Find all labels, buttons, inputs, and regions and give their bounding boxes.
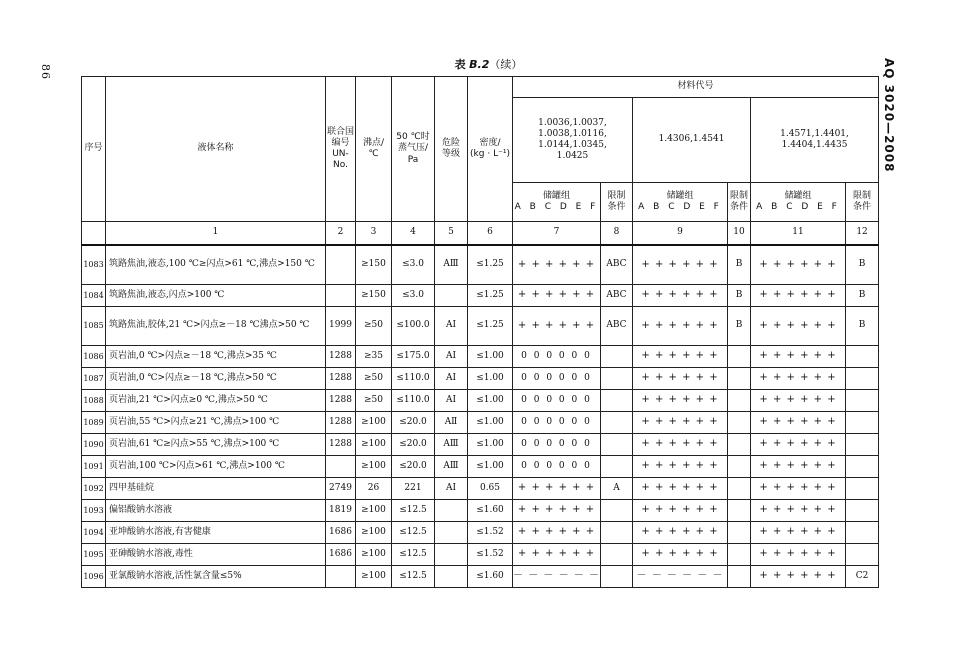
limit-3-cell: B (846, 245, 879, 285)
un-cell: 1288 (326, 434, 356, 456)
un-cell: 1288 (326, 368, 356, 390)
tank-group-1-cell: + + + + + + (513, 307, 601, 346)
hazard-level-cell (435, 500, 468, 522)
tank-group-1-cell: 0 0 0 0 0 0 (513, 434, 601, 456)
boiling-point-cell: ≥100 (356, 412, 392, 434)
name-cell: 偏铝酸钠水溶液 (106, 500, 326, 522)
vapor-pressure-cell: ≤110.0 (392, 368, 435, 390)
tank-group-1-cell: 0 0 0 0 0 0 (513, 368, 601, 390)
limit-2-cell (728, 346, 751, 368)
standard-code: AQ 3020—2008 (882, 58, 896, 173)
table-row (82, 566, 879, 588)
hazard-level-cell (435, 566, 468, 588)
header-seq: 序号 (82, 77, 106, 222)
table-row (82, 456, 879, 478)
seq-cell: 1088 (82, 390, 106, 412)
density-cell: ≤1.00 (468, 346, 513, 368)
tank-group-1-cell: + + + + + + (513, 544, 601, 566)
name-cell: 页岩油,55 ℃>闪点≥21 ℃,沸点>100 ℃ (106, 412, 326, 434)
hazard-level-cell: AⅡ (435, 412, 468, 434)
limit-2-cell (728, 500, 751, 522)
tank-group-3-cell: + + + + + + (751, 522, 846, 544)
tank-group-1-cell: + + + + + + (513, 478, 601, 500)
un-cell: 1686 (326, 522, 356, 544)
caption-number: B.2 (469, 58, 490, 71)
header-material-code: 材料代号 (513, 77, 879, 98)
seq-cell: 1084 (82, 285, 106, 307)
limit-3-cell: B (846, 307, 879, 346)
col-num: 1 (106, 222, 326, 246)
tank-group-3-cell: + + + + + + (751, 390, 846, 412)
col-num (82, 222, 106, 246)
name-cell: 四甲基硅烷 (106, 478, 326, 500)
boiling-point-cell: ≥35 (356, 346, 392, 368)
tank-group-2-cell: + + + + + + (633, 544, 728, 566)
name-cell: 页岩油,21 ℃>闪点≥0 ℃,沸点>50 ℃ (106, 390, 326, 412)
seq-cell: 1095 (82, 544, 106, 566)
data-table (81, 76, 879, 588)
table-row (82, 390, 879, 412)
name-cell: 页岩油,100 ℃>闪点>61 ℃,沸点>100 ℃ (106, 456, 326, 478)
limit-2-cell (728, 456, 751, 478)
hazard-level-cell (435, 522, 468, 544)
hazard-level-cell (435, 544, 468, 566)
limit-3-cell (846, 346, 879, 368)
hazard-level-cell: AⅠ (435, 390, 468, 412)
boiling-point-cell: ≥100 (356, 544, 392, 566)
name-cell: 亚砷酸钠水溶液,毒性 (106, 544, 326, 566)
seq-cell: 1092 (82, 478, 106, 500)
header-un: 联合国 编号 UN-No. (326, 77, 356, 222)
table-row (82, 412, 879, 434)
un-cell: 1819 (326, 500, 356, 522)
limit-2-cell (728, 390, 751, 412)
tank-group-2-cell: + + + + + + (633, 522, 728, 544)
header-row-1 (82, 77, 879, 98)
tank-group-3-cell: + + + + + + (751, 285, 846, 307)
table-row (82, 500, 879, 522)
tank-group-1-cell: － － － － － － (513, 566, 601, 588)
tank-group-3-cell: + + + + + + (751, 500, 846, 522)
vapor-pressure-cell: ≤12.5 (392, 566, 435, 588)
limit-1-cell: A (601, 478, 633, 500)
limit-2-cell (728, 544, 751, 566)
limit-2-cell: B (728, 245, 751, 285)
boiling-point-cell: ≥150 (356, 245, 392, 285)
density-cell: ≤1.00 (468, 390, 513, 412)
limit-1-cell: ABC (601, 307, 633, 346)
header-tank-group-1: 储罐组 A B C D E F (513, 183, 601, 222)
header-tank-group-2: 储罐组 A B C D E F (633, 183, 728, 222)
header-material-group-1: 1.0036,1.0037, 1.0038,1.0116, 1.0144,1.0345, 1.0425 (513, 98, 633, 183)
density-cell: ≤1.25 (468, 307, 513, 346)
limit-1-cell (601, 456, 633, 478)
tank-group-2-cell: + + + + + + (633, 456, 728, 478)
boiling-point-cell: ≥100 (356, 566, 392, 588)
header-limit-2: 限制 条件 (728, 183, 751, 222)
tank-group-3-cell: + + + + + + (751, 346, 846, 368)
density-cell: ≤1.00 (468, 412, 513, 434)
tank-group-1-cell: + + + + + + (513, 245, 601, 285)
un-cell (326, 456, 356, 478)
limit-3-cell: C2 (846, 566, 879, 588)
limit-3-cell (846, 456, 879, 478)
density-cell: ≤1.25 (468, 285, 513, 307)
name-cell: 页岩油,0 ℃>闪点≥－18 ℃,沸点>50 ℃ (106, 368, 326, 390)
col-num: 7 (513, 222, 601, 246)
tank-group-2-cell: + + + + + + (633, 412, 728, 434)
vapor-pressure-cell: ≤20.0 (392, 412, 435, 434)
table-row (82, 307, 879, 346)
un-cell (326, 566, 356, 588)
un-cell (326, 285, 356, 307)
limit-3-cell (846, 390, 879, 412)
vapor-pressure-cell: ≤12.5 (392, 544, 435, 566)
boiling-point-cell: ≥100 (356, 500, 392, 522)
hazard-level-cell: AⅢ (435, 456, 468, 478)
density-cell: 0.65 (468, 478, 513, 500)
col-num: 3 (356, 222, 392, 246)
limit-3-cell (846, 434, 879, 456)
boiling-point-cell: 26 (356, 478, 392, 500)
density-cell: ≤1.60 (468, 566, 513, 588)
un-cell: 1999 (326, 307, 356, 346)
table-row (82, 522, 879, 544)
table-row (82, 346, 879, 368)
tank-group-1-cell: 0 0 0 0 0 0 (513, 456, 601, 478)
limit-2-cell: B (728, 285, 751, 307)
limit-3-cell (846, 522, 879, 544)
name-cell: 亚氯酸钠水溶液,活性氯含量≤5% (106, 566, 326, 588)
header-limit-1: 限制 条件 (601, 183, 633, 222)
vapor-pressure-cell: ≤3.0 (392, 285, 435, 307)
limit-2-cell (728, 368, 751, 390)
col-num: 9 (633, 222, 728, 246)
name-cell: 筑路焦油,液态,100 ℃≥闪点>61 ℃,沸点>150 ℃ (106, 245, 326, 285)
table-row (82, 434, 879, 456)
limit-3-cell (846, 368, 879, 390)
vapor-pressure-cell: ≤100.0 (392, 307, 435, 346)
hazard-level-cell: AⅢ (435, 245, 468, 285)
density-cell: ≤1.60 (468, 500, 513, 522)
header-limit-3: 限制 条件 (846, 183, 879, 222)
tank-group-2-cell: + + + + + + (633, 307, 728, 346)
limit-1-cell (601, 434, 633, 456)
limit-2-cell: B (728, 307, 751, 346)
limit-2-cell (728, 412, 751, 434)
boiling-point-cell: ≥100 (356, 522, 392, 544)
un-cell: 2749 (326, 478, 356, 500)
caption-suffix: （续） (489, 58, 523, 71)
tank-group-2-cell: + + + + + + (633, 390, 728, 412)
tank-group-3-cell: + + + + + + (751, 566, 846, 588)
hazard-level-cell (435, 285, 468, 307)
un-cell: 1288 (326, 346, 356, 368)
header-name: 液体名称 (106, 77, 326, 222)
vapor-pressure-cell: ≤110.0 (392, 390, 435, 412)
table-row (82, 368, 879, 390)
un-cell (326, 245, 356, 285)
vapor-pressure-cell: ≤20.0 (392, 434, 435, 456)
tank-group-1-cell: + + + + + + (513, 522, 601, 544)
seq-cell: 1096 (82, 566, 106, 588)
col-num: 11 (751, 222, 846, 246)
column-number-row (82, 222, 879, 246)
seq-cell: 1085 (82, 307, 106, 346)
seq-cell: 1090 (82, 434, 106, 456)
vapor-pressure-cell: ≤20.0 (392, 456, 435, 478)
seq-cell: 1083 (82, 245, 106, 285)
table-caption (0, 56, 977, 72)
tank-group-3-cell: + + + + + + (751, 478, 846, 500)
col-num: 6 (468, 222, 513, 246)
limit-3-cell (846, 478, 879, 500)
tank-group-2-cell: + + + + + + (633, 346, 728, 368)
table-row (82, 285, 879, 307)
seq-cell: 1091 (82, 456, 106, 478)
name-cell: 筑路焦油,液态,闪点>100 ℃ (106, 285, 326, 307)
limit-1-cell (601, 412, 633, 434)
col-num: 8 (601, 222, 633, 246)
vapor-pressure-cell: 221 (392, 478, 435, 500)
limit-1-cell (601, 500, 633, 522)
limit-3-cell (846, 544, 879, 566)
limit-3-cell: B (846, 285, 879, 307)
col-num: 5 (435, 222, 468, 246)
boiling-point-cell: ≥50 (356, 390, 392, 412)
col-num: 4 (392, 222, 435, 246)
density-cell: ≤1.52 (468, 544, 513, 566)
seq-cell: 1094 (82, 522, 106, 544)
header-material-group-3: 1.4571,1.4401, 1.4404,1.4435 (751, 98, 879, 183)
col-num: 10 (728, 222, 751, 246)
tank-group-3-cell: + + + + + + (751, 368, 846, 390)
vapor-pressure-cell: ≤12.5 (392, 500, 435, 522)
limit-1-cell (601, 346, 633, 368)
name-cell: 筑路焦油,胶体,21 ℃>闪点≥－18 ℃沸点>50 ℃ (106, 307, 326, 346)
tank-group-2-cell: + + + + + + (633, 285, 728, 307)
tank-group-1-cell: + + + + + + (513, 285, 601, 307)
limit-2-cell (728, 434, 751, 456)
tank-group-1-cell: 0 0 0 0 0 0 (513, 390, 601, 412)
un-cell: 1288 (326, 390, 356, 412)
boiling-point-cell: ≥150 (356, 285, 392, 307)
page-number: 86 (39, 64, 52, 80)
tank-group-2-cell: － － － － － － (633, 566, 728, 588)
density-cell: ≤1.25 (468, 245, 513, 285)
limit-1-cell (601, 566, 633, 588)
density-cell: ≤1.52 (468, 522, 513, 544)
header-vapor-pressure: 50 ℃时 蒸气压/ Pa (392, 77, 435, 222)
seq-cell: 1087 (82, 368, 106, 390)
table-row (82, 245, 879, 285)
tank-group-2-cell: + + + + + + (633, 478, 728, 500)
tank-group-3-cell: + + + + + + (751, 544, 846, 566)
table-row (82, 544, 879, 566)
vapor-pressure-cell: ≤3.0 (392, 245, 435, 285)
limit-1-cell (601, 522, 633, 544)
limit-3-cell (846, 500, 879, 522)
seq-cell: 1093 (82, 500, 106, 522)
limit-1-cell (601, 390, 633, 412)
tank-group-2-cell: + + + + + + (633, 368, 728, 390)
density-cell: ≤1.00 (468, 456, 513, 478)
hazard-level-cell: AⅠ (435, 478, 468, 500)
boiling-point-cell: ≥50 (356, 368, 392, 390)
header-hazard-level: 危险 等级 (435, 77, 468, 222)
hazard-level-cell: AⅠ (435, 307, 468, 346)
limit-3-cell (846, 412, 879, 434)
tank-group-1-cell: + + + + + + (513, 500, 601, 522)
col-num: 2 (326, 222, 356, 246)
name-cell: 亚坤酸钠水溶液,有害健康 (106, 522, 326, 544)
limit-1-cell (601, 544, 633, 566)
header-material-group-2: 1.4306,1.4541 (633, 98, 751, 183)
hazard-level-cell: AⅠ (435, 346, 468, 368)
header-boiling-point: 沸点/ ℃ (356, 77, 392, 222)
density-cell: ≤1.00 (468, 368, 513, 390)
limit-1-cell: ABC (601, 285, 633, 307)
caption-label: 表 (454, 58, 466, 71)
seq-cell: 1086 (82, 346, 106, 368)
hazard-level-cell: AⅠ (435, 368, 468, 390)
tank-group-3-cell: + + + + + + (751, 307, 846, 346)
name-cell: 页岩油,0 ℃>闪点≥－18 ℃,沸点>35 ℃ (106, 346, 326, 368)
un-cell: 1288 (326, 412, 356, 434)
vapor-pressure-cell: ≤175.0 (392, 346, 435, 368)
tank-group-3-cell: + + + + + + (751, 245, 846, 285)
un-cell: 1686 (326, 544, 356, 566)
tank-group-2-cell: + + + + + + (633, 245, 728, 285)
limit-2-cell (728, 522, 751, 544)
name-cell: 页岩油,61 ℃≥闪点>55 ℃,沸点>100 ℃ (106, 434, 326, 456)
col-num: 12 (846, 222, 879, 246)
boiling-point-cell: ≥50 (356, 307, 392, 346)
boiling-point-cell: ≥100 (356, 434, 392, 456)
limit-2-cell (728, 478, 751, 500)
density-cell: ≤1.00 (468, 434, 513, 456)
header-tank-group-3: 储罐组 A B C D E F (751, 183, 846, 222)
table-row (82, 478, 879, 500)
header-density: 密度/ (kg · L⁻¹) (468, 77, 513, 222)
limit-1-cell (601, 368, 633, 390)
tank-group-2-cell: + + + + + + (633, 434, 728, 456)
seq-cell: 1089 (82, 412, 106, 434)
tank-group-3-cell: + + + + + + (751, 456, 846, 478)
limit-1-cell: ABC (601, 245, 633, 285)
tank-group-3-cell: + + + + + + (751, 434, 846, 456)
hazard-level-cell: AⅢ (435, 434, 468, 456)
vapor-pressure-cell: ≤12.5 (392, 522, 435, 544)
tank-group-1-cell: 0 0 0 0 0 0 (513, 346, 601, 368)
tank-group-2-cell: + + + + + + (633, 500, 728, 522)
tank-group-1-cell: 0 0 0 0 0 0 (513, 412, 601, 434)
limit-2-cell (728, 566, 751, 588)
tank-group-3-cell: + + + + + + (751, 412, 846, 434)
boiling-point-cell: ≥100 (356, 456, 392, 478)
